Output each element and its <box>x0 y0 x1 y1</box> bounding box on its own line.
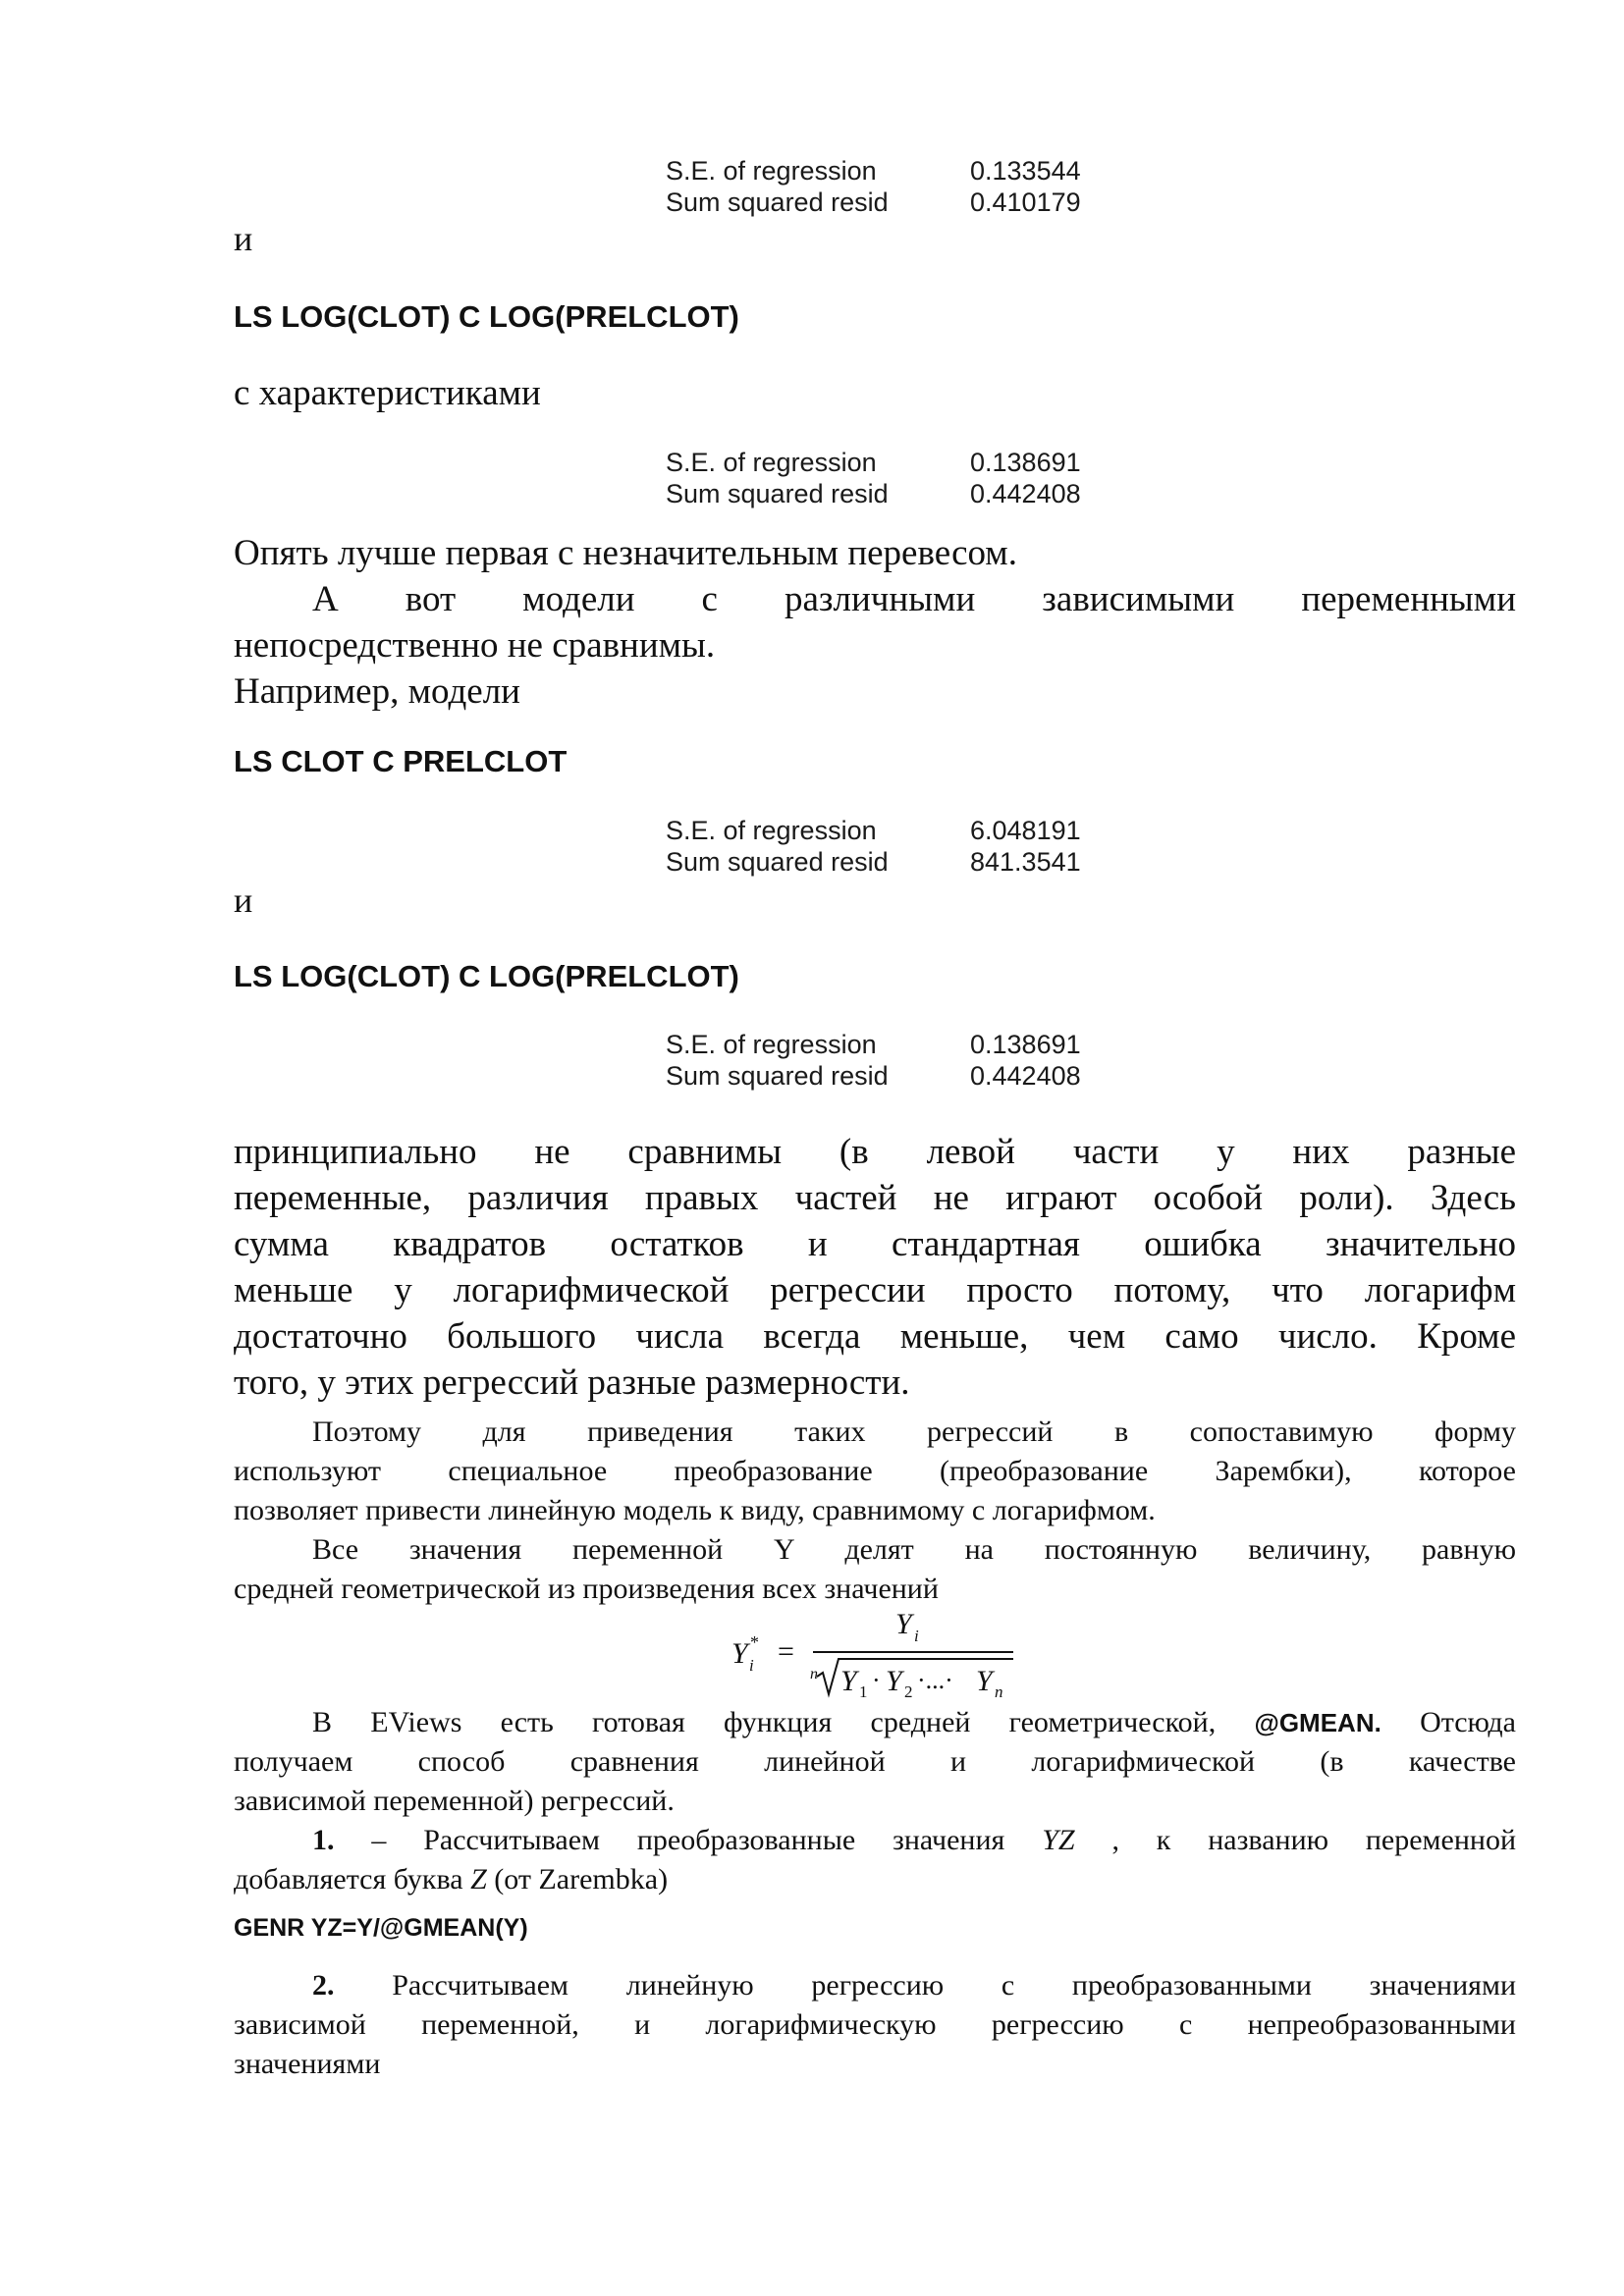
paragraph-line: позволяет привести линейную модель к виду, сравнимому с логарифмом. <box>234 1494 1156 1526</box>
stat-ssr-label: Sum squared resid <box>666 479 889 508</box>
command-line: GENR YZ=Y/@GMEAN(Y) <box>234 1914 528 1942</box>
paragraph-eviews <box>234 1703 1516 1821</box>
stat-ssr-label: Sum squared resid <box>666 187 889 217</box>
formula-numerator: Y <box>895 1608 912 1640</box>
paragraph-text: Отсюда <box>1420 1706 1516 1738</box>
paragraph-line: используют специальное преобразование (преобразование Зарембки), которое <box>234 1455 1516 1487</box>
paragraph-line: зависимой переменной) регрессий. <box>234 1785 675 1817</box>
stat-se-value: 0.133544 <box>970 156 1081 186</box>
stat-ssr-value: 0.442408 <box>970 479 1081 508</box>
paragraph-line: меньше у логарифмической регрессии просто потому, что логарифм <box>234 1270 1516 1310</box>
paragraph-line: Поэтому для приведения таких регрессий в сопоставимую форму <box>312 1415 1516 1448</box>
formula-lhs-sub: i <box>749 1656 754 1675</box>
formula-lhs-sup: * <box>750 1632 759 1652</box>
paragraph-line: непосредственно не сравнимы. <box>234 625 716 666</box>
command-line: LS LOG(CLOT) C LOG(PRELCLOT) <box>234 299 739 334</box>
paragraph-line: достаточно большого числа всегда меньше, чем само число. Кроме <box>234 1316 1516 1357</box>
paragraph-text: В EViews есть готовая функция средней геометрической, <box>312 1706 1217 1738</box>
zarembka-formula <box>727 1602 1021 1700</box>
paragraph-line: значениями <box>234 2048 381 2080</box>
variable-yz: YZ <box>1042 1824 1075 1856</box>
formula-y2: Y <box>886 1665 902 1697</box>
formula-equals: = <box>778 1635 794 1668</box>
paragraph-models <box>234 576 1516 668</box>
formula-dots: ·...· <box>917 1666 953 1694</box>
paragraph-line: того, у этих регрессий разные размерности. <box>234 1362 910 1403</box>
paragraph-with-characteristics: с характеристиками <box>234 373 541 413</box>
formula-yn: Y <box>976 1665 993 1697</box>
stat-ssr-label: Sum squared resid <box>666 847 889 877</box>
stat-ssr-value: 0.410179 <box>970 187 1081 217</box>
stat-se-label: S.E. of regression <box>666 156 877 186</box>
formula-numerator-sub: i <box>914 1627 919 1645</box>
paragraph-step1 <box>234 1821 1516 1899</box>
gmean-function: @GMEAN. <box>1254 1708 1381 1737</box>
variable-z: Z <box>470 1863 487 1896</box>
command-line: LS LOG(CLOT) C LOG(PRELCLOT) <box>234 959 739 993</box>
stat-ssr-value: 841.3541 <box>970 847 1081 877</box>
conjunction-and: и <box>234 881 253 920</box>
paragraph-line <box>234 1703 1516 1742</box>
paragraph-text: – Рассчитываем преобразованные значения <box>371 1824 1005 1856</box>
stat-ssr-label: Sum squared resid <box>666 1061 889 1091</box>
command-line: LS CLOT C PRELCLOT <box>234 744 568 778</box>
stat-se-label: S.E. of regression <box>666 448 877 477</box>
conjunction-and: и <box>234 219 253 258</box>
root-index: n <box>810 1666 818 1682</box>
paragraph-line: Все значения переменной Y делят на постоянную величину, равную <box>312 1533 1516 1566</box>
paragraph-line: принципиально не сравнимы (в левой части у них разные <box>234 1132 1516 1172</box>
paragraph-therefore <box>234 1413 1516 1530</box>
paragraph-line: зависимой переменной, и логарифмическую регрессию с непреобразованными <box>234 2008 1516 2041</box>
paragraph-principal <box>234 1129 1516 1406</box>
formula-dot: · <box>872 1666 881 1694</box>
formula-subn: n <box>995 1682 1003 1700</box>
paragraph-line <box>234 1821 1516 1860</box>
paragraph-line <box>234 1860 1516 1899</box>
stat-se-value: 0.138691 <box>970 448 1081 477</box>
paragraph-better: Опять лучше первая с незначительным перевесом. <box>234 533 1017 573</box>
stat-se-value: 0.138691 <box>970 1030 1081 1059</box>
paragraph-text: (от Zarembka) <box>494 1863 669 1896</box>
step-number: 2. <box>312 1969 335 2002</box>
formula-sub2: 2 <box>904 1682 913 1700</box>
paragraph-text: , к названию переменной <box>1111 1824 1516 1856</box>
paragraph-text: добавляется буква <box>234 1863 463 1896</box>
paragraph-text: Рассчитываем линейную регрессию с преобразованными значениями <box>392 1969 1516 2002</box>
paragraph-line <box>234 1966 1516 2005</box>
formula-y1: Y <box>840 1665 857 1697</box>
paragraph-line: А вот модели с различными зависимыми переменными <box>312 579 1516 619</box>
paragraph-line: средней геометрической из произведения всех значений <box>234 1573 939 1605</box>
paragraph-step2 <box>234 1966 1516 2084</box>
paragraph-example: Например, модели <box>234 671 520 712</box>
paragraph-line: сумма квадратов остатков и стандартная ошибка значительно <box>234 1224 1516 1264</box>
paragraph-line: переменные, различия правых частей не играют особой роли). Здесь <box>234 1178 1516 1218</box>
paragraph-line: получаем способ сравнения линейной и логарифмической (в качестве <box>234 1745 1516 1778</box>
stat-ssr-value: 0.442408 <box>970 1061 1081 1091</box>
formula-sub1: 1 <box>859 1682 868 1700</box>
paragraph-values <box>234 1530 1516 1609</box>
stat-se-value: 6.048191 <box>970 816 1081 845</box>
formula-lhs: Y <box>731 1637 748 1670</box>
stat-se-label: S.E. of regression <box>666 1030 877 1059</box>
stat-se-label: S.E. of regression <box>666 816 877 845</box>
step-number: 1. <box>312 1824 335 1856</box>
